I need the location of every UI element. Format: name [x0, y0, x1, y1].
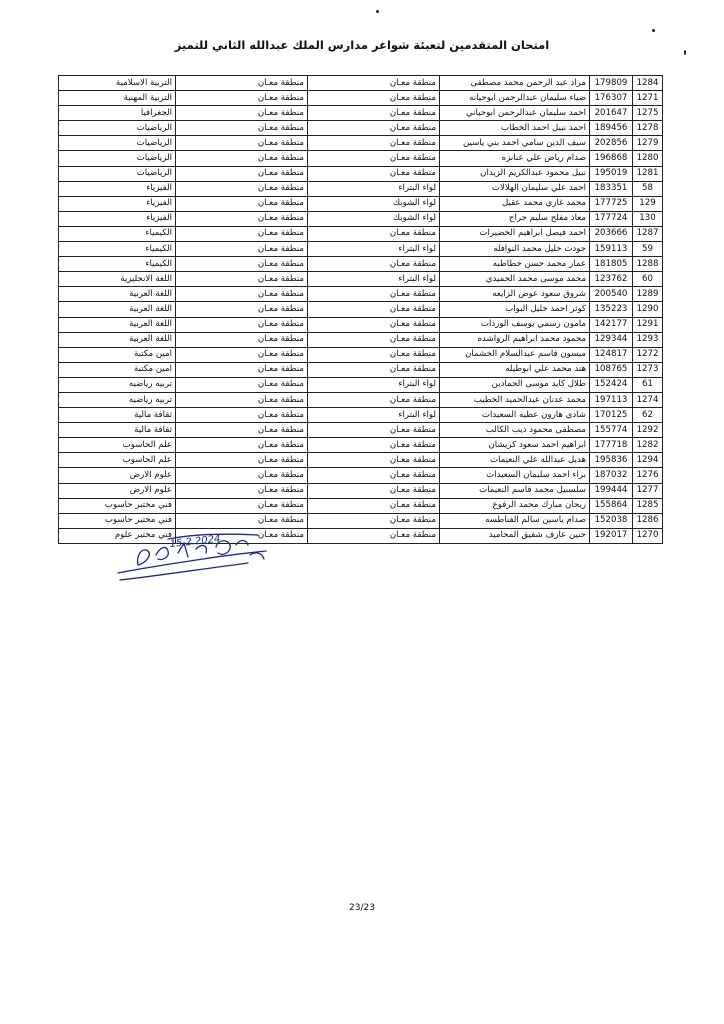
applicant-sequence: 1292	[633, 423, 663, 438]
applicant-id: 152038	[590, 513, 633, 528]
scan-speck	[652, 29, 655, 32]
applicant-directorate: منطقة معـان	[176, 392, 308, 407]
applicant-district: منطقة معـان	[308, 151, 440, 166]
applicant-district: منطقة معـان	[308, 226, 440, 241]
applicant-name: محمد عدنان عبدالحميد الخطيب	[440, 392, 590, 407]
applicant-id: 197113	[590, 392, 633, 407]
table-row	[59, 76, 663, 91]
applicant-district: منطقة معـان	[308, 302, 440, 317]
table-row	[59, 408, 663, 423]
applicant-district: منطقة معـان	[308, 498, 440, 513]
table-row	[59, 287, 663, 302]
applicant-specialization: علم الحاسوب	[59, 453, 176, 468]
applicant-directorate: منطقة معـان	[176, 483, 308, 498]
applicant-sequence: 129	[633, 196, 663, 211]
table-row	[59, 166, 663, 181]
table-row	[59, 438, 663, 453]
applicant-id: 123762	[590, 272, 633, 287]
applicant-sequence: 62	[633, 408, 663, 423]
table-row	[59, 453, 663, 468]
applicant-sequence: 1291	[633, 317, 663, 332]
applicant-directorate: منطقة معـان	[176, 377, 308, 392]
applicant-name: محمد غازي محمد عقيل	[440, 196, 590, 211]
applicant-name: شروق سعود عوض الزايعه	[440, 287, 590, 302]
applicant-district: منطقة معـان	[308, 317, 440, 332]
applicant-district: منطقة معـان	[308, 528, 440, 543]
applicant-specialization: التربية المهنية	[59, 91, 176, 106]
applicant-id: 201647	[590, 106, 633, 121]
applicant-name: احمد فيصل ابراهيم الخضيرات	[440, 226, 590, 241]
applicant-name: ريحان مبارك محمد الرفوع	[440, 498, 590, 513]
applicant-id: 200540	[590, 287, 633, 302]
applicant-sequence: 61	[633, 377, 663, 392]
applicant-district: منطقة معـان	[308, 91, 440, 106]
applicant-name: مراد عبد الرحمن محمد مصطفى	[440, 76, 590, 91]
applicant-directorate: منطقة معـان	[176, 226, 308, 241]
applicant-id: 170125	[590, 408, 633, 423]
applicant-sequence: 1288	[633, 257, 663, 272]
applicant-district: لواء البتراء	[308, 272, 440, 287]
applicant-name: مامون رسمي يوسف الوردات	[440, 317, 590, 332]
page-number: 23/23	[349, 903, 375, 913]
applicant-directorate: منطقة معـان	[176, 181, 308, 196]
applicant-specialization: امين مكتبة	[59, 347, 176, 362]
applicant-district: منطقة معـان	[308, 362, 440, 377]
applicant-district: منطقة معـان	[308, 438, 440, 453]
applicant-district: لواء البتراء	[308, 181, 440, 196]
applicant-name: صدام ياسين سالم الفناطسه	[440, 513, 590, 528]
applicant-directorate: منطقة معـان	[176, 347, 308, 362]
applicant-id: 129344	[590, 332, 633, 347]
applicant-district: لواء الشوبك	[308, 196, 440, 211]
applicant-id: 195019	[590, 166, 633, 181]
applicant-id: 179809	[590, 76, 633, 91]
applicant-name: سلسبيل محمد قاسم النعيمات	[440, 483, 590, 498]
applicant-specialization: اللغة العربية	[59, 302, 176, 317]
applicant-directorate: منطقة معـان	[176, 272, 308, 287]
applicant-specialization: علوم الارض	[59, 468, 176, 483]
applicant-sequence: 59	[633, 242, 663, 257]
applicant-directorate: منطقة معـان	[176, 332, 308, 347]
applicant-sequence: 1272	[633, 347, 663, 362]
applicant-sequence: 1280	[633, 151, 663, 166]
applicant-directorate: منطقة معـان	[176, 408, 308, 423]
applicant-district: منطقة معـان	[308, 106, 440, 121]
applicant-name: محمود محمد ابراهيم الرواشده	[440, 332, 590, 347]
applicant-specialization: امين مكتبة	[59, 362, 176, 377]
table-row	[59, 483, 663, 498]
applicant-district: منطقة معـان	[308, 257, 440, 272]
applicant-name: سيف الدين سامي احمد بني ياسين	[440, 136, 590, 151]
applicant-directorate: منطقة معـان	[176, 317, 308, 332]
applicant-directorate: منطقة معـان	[176, 453, 308, 468]
applicant-directorate: منطقة معـان	[176, 91, 308, 106]
applicant-specialization: التربية الاسلامية	[59, 76, 176, 91]
applicant-directorate: منطقة معـان	[176, 528, 308, 543]
table-row	[59, 347, 663, 362]
table-row	[59, 151, 663, 166]
applicant-id: 177724	[590, 211, 633, 226]
table-row	[59, 196, 663, 211]
table-row	[59, 106, 663, 121]
applicant-directorate: منطقة معـان	[176, 438, 308, 453]
applicant-name: كوثر احمد خليل البواب	[440, 302, 590, 317]
applicant-district: منطقة معـان	[308, 453, 440, 468]
applicant-sequence: 1275	[633, 106, 663, 121]
applicant-specialization: الكيمياء	[59, 242, 176, 257]
table-row	[59, 226, 663, 241]
applicant-id: 176307	[590, 91, 633, 106]
applicant-specialization: الفيزياء	[59, 181, 176, 196]
applicant-id: 202856	[590, 136, 633, 151]
applicant-directorate: منطقة معـان	[176, 196, 308, 211]
applicant-district: منطقة معـان	[308, 347, 440, 362]
applicant-name: ابراهيم احمد سعود كريشان	[440, 438, 590, 453]
applicant-directorate: منطقة معـان	[176, 513, 308, 528]
applicant-name: حنين عارف شفيق المحاميد	[440, 528, 590, 543]
applicant-directorate: منطقة معـان	[176, 362, 308, 377]
applicant-sequence: 1271	[633, 91, 663, 106]
applicant-district: منطقة معـان	[308, 136, 440, 151]
applicant-directorate: منطقة معـان	[176, 468, 308, 483]
table-row	[59, 498, 663, 513]
applicant-specialization: الجغرافيا	[59, 106, 176, 121]
applicant-specialization: فني مختبر حاسوب	[59, 513, 176, 528]
applicants-table-body	[59, 76, 663, 544]
applicant-id: 195836	[590, 453, 633, 468]
table-row	[59, 302, 663, 317]
applicant-name: هند محمد علي ابوطيله	[440, 362, 590, 377]
document-title: امتحان المتقدمين لتعبئة شواغر مدارس الملك عبدالله الثاني للتميز	[174, 38, 550, 52]
applicant-name: صدام رياض علي عنانزه	[440, 151, 590, 166]
table-row	[59, 377, 663, 392]
applicant-specialization: ثقافة مالية	[59, 423, 176, 438]
applicant-specialization: الفيزياء	[59, 196, 176, 211]
applicant-directorate: منطقة معـان	[176, 166, 308, 181]
applicant-sequence: 1274	[633, 392, 663, 407]
applicant-sequence: 1285	[633, 498, 663, 513]
applicant-id: 155864	[590, 498, 633, 513]
applicant-name: عمار محمد حسن خطاطبه	[440, 257, 590, 272]
applicant-name: ضياء سليمان عبدالرحمن ابوحيانه	[440, 91, 590, 106]
applicant-directorate: منطقة معـان	[176, 151, 308, 166]
applicant-name: معاذ مفلح سليم جراح	[440, 211, 590, 226]
applicant-id: 177718	[590, 438, 633, 453]
applicant-specialization: فني مختبر حاسوب	[59, 498, 176, 513]
applicant-district: لواء الشوبك	[308, 211, 440, 226]
applicant-name: نبيل محمود عبدالكريم الزيدان	[440, 166, 590, 181]
applicant-id: 152424	[590, 377, 633, 392]
applicant-name: هديل عبدالله علي النعيمات	[440, 453, 590, 468]
applicant-specialization: الكيمياء	[59, 257, 176, 272]
applicant-specialization: علوم الارض	[59, 483, 176, 498]
applicant-specialization: الرياضيات	[59, 136, 176, 151]
applicant-name: شادي هارون عطيه السعيدات	[440, 408, 590, 423]
applicant-sequence: 1284	[633, 76, 663, 91]
table-row	[59, 136, 663, 151]
applicant-id: 196868	[590, 151, 633, 166]
applicant-sequence: 1277	[633, 483, 663, 498]
applicant-name: احمد سليمان عبدالرحمن ابوحياني	[440, 106, 590, 121]
table-row	[59, 242, 663, 257]
applicant-directorate: منطقة معـان	[176, 302, 308, 317]
applicant-name: طلال كايد موسى الحمادين	[440, 377, 590, 392]
applicant-specialization: اللغة العربية	[59, 332, 176, 347]
applicant-specialization: الرياضيات	[59, 121, 176, 136]
signature-date: 15.2.2024	[169, 533, 221, 550]
applicant-name: محمد موسى محمد الحميدي	[440, 272, 590, 287]
applicant-directorate: منطقة معـان	[176, 106, 308, 121]
applicant-id: 192017	[590, 528, 633, 543]
applicant-id: 177725	[590, 196, 633, 211]
applicant-specialization: الرياضيات	[59, 151, 176, 166]
applicant-specialization: الكيمياء	[59, 226, 176, 241]
applicant-district: منطقة معـان	[308, 332, 440, 347]
applicant-directorate: منطقة معـان	[176, 257, 308, 272]
applicant-name: احمد نبيل احمد الخطاب	[440, 121, 590, 136]
table-row	[59, 392, 663, 407]
applicant-specialization: علم الحاسوب	[59, 438, 176, 453]
applicant-specialization: تربيه رياضيه	[59, 392, 176, 407]
applicant-district: منطقة معـان	[308, 423, 440, 438]
applicant-sequence: 1294	[633, 453, 663, 468]
applicant-name: جودت خليل محمد النوافله	[440, 242, 590, 257]
applicant-directorate: منطقة معـان	[176, 121, 308, 136]
applicant-directorate: منطقة معـان	[176, 498, 308, 513]
applicant-district: لواء البتراء	[308, 242, 440, 257]
applicant-name: ميسون قاسم عبدالسلام الخشمان	[440, 347, 590, 362]
applicant-id: 108765	[590, 362, 633, 377]
applicant-sequence: 130	[633, 211, 663, 226]
applicant-id: 187032	[590, 468, 633, 483]
table-row	[59, 181, 663, 196]
applicant-directorate: منطقة معـان	[176, 136, 308, 151]
applicant-district: منطقة معـان	[308, 287, 440, 302]
applicant-district: منطقة معـان	[308, 483, 440, 498]
applicant-sequence: 1281	[633, 166, 663, 181]
applicant-id: 181805	[590, 257, 633, 272]
applicant-specialization: فني مختبر علوم	[59, 528, 176, 543]
applicant-sequence: 1278	[633, 121, 663, 136]
applicant-specialization: اللغة الانجليزية	[59, 272, 176, 287]
applicant-name: مصطفى محمود ذيب الكالب	[440, 423, 590, 438]
applicant-directorate: منطقة معـان	[176, 76, 308, 91]
applicant-sequence: 1270	[633, 528, 663, 543]
applicant-id: 155774	[590, 423, 633, 438]
applicant-sequence: 1287	[633, 226, 663, 241]
applicant-district: منطقة معـان	[308, 121, 440, 136]
table-row	[59, 272, 663, 287]
applicant-id: 142177	[590, 317, 633, 332]
applicant-sequence: 1293	[633, 332, 663, 347]
applicant-sequence: 60	[633, 272, 663, 287]
applicant-specialization: الرياضيات	[59, 166, 176, 181]
applicants-table	[58, 75, 663, 544]
table-row	[59, 91, 663, 106]
table-row	[59, 211, 663, 226]
table-row	[59, 362, 663, 377]
table-row	[59, 121, 663, 136]
applicant-sequence: 58	[633, 181, 663, 196]
handwritten-signature	[108, 525, 278, 590]
scan-speck	[376, 10, 379, 13]
applicant-id: 183351	[590, 181, 633, 196]
applicant-specialization: اللغة العربية	[59, 317, 176, 332]
applicant-specialization: تربيه رياضيه	[59, 377, 176, 392]
applicant-directorate: منطقة معـان	[176, 211, 308, 226]
applicant-sequence: 1282	[633, 438, 663, 453]
applicant-sequence: 1290	[633, 302, 663, 317]
applicant-district: لواء البتراء	[308, 408, 440, 423]
table-row	[59, 317, 663, 332]
applicant-sequence: 1276	[633, 468, 663, 483]
table-row	[59, 257, 663, 272]
applicant-district: لواء البتراء	[308, 377, 440, 392]
applicant-district: منطقة معـان	[308, 166, 440, 181]
table-row	[59, 423, 663, 438]
applicant-district: منطقة معـان	[308, 513, 440, 528]
applicant-name: براء احمد سليمان السعيدات	[440, 468, 590, 483]
applicant-district: منطقة معـان	[308, 392, 440, 407]
applicant-id: 189456	[590, 121, 633, 136]
applicant-district: منطقة معـان	[308, 468, 440, 483]
applicant-sequence: 1279	[633, 136, 663, 151]
table-row	[59, 332, 663, 347]
applicant-district: منطقة معـان	[308, 76, 440, 91]
applicant-specialization: ثقافة مالية	[59, 408, 176, 423]
applicant-sequence: 1273	[633, 362, 663, 377]
applicant-id: 124817	[590, 347, 633, 362]
applicant-id: 199444	[590, 483, 633, 498]
applicant-specialization: اللغة العربية	[59, 287, 176, 302]
applicant-sequence: 1289	[633, 287, 663, 302]
table-row	[59, 468, 663, 483]
applicant-id: 203666	[590, 226, 633, 241]
applicant-directorate: منطقة معـان	[176, 287, 308, 302]
applicant-name: احمد علي سليمان الهلالات	[440, 181, 590, 196]
applicant-id: 159113	[590, 242, 633, 257]
applicant-sequence: 1286	[633, 513, 663, 528]
applicant-specialization: الفيزياء	[59, 211, 176, 226]
applicant-directorate: منطقة معـان	[176, 242, 308, 257]
applicant-directorate: منطقة معـان	[176, 423, 308, 438]
applicant-id: 135223	[590, 302, 633, 317]
